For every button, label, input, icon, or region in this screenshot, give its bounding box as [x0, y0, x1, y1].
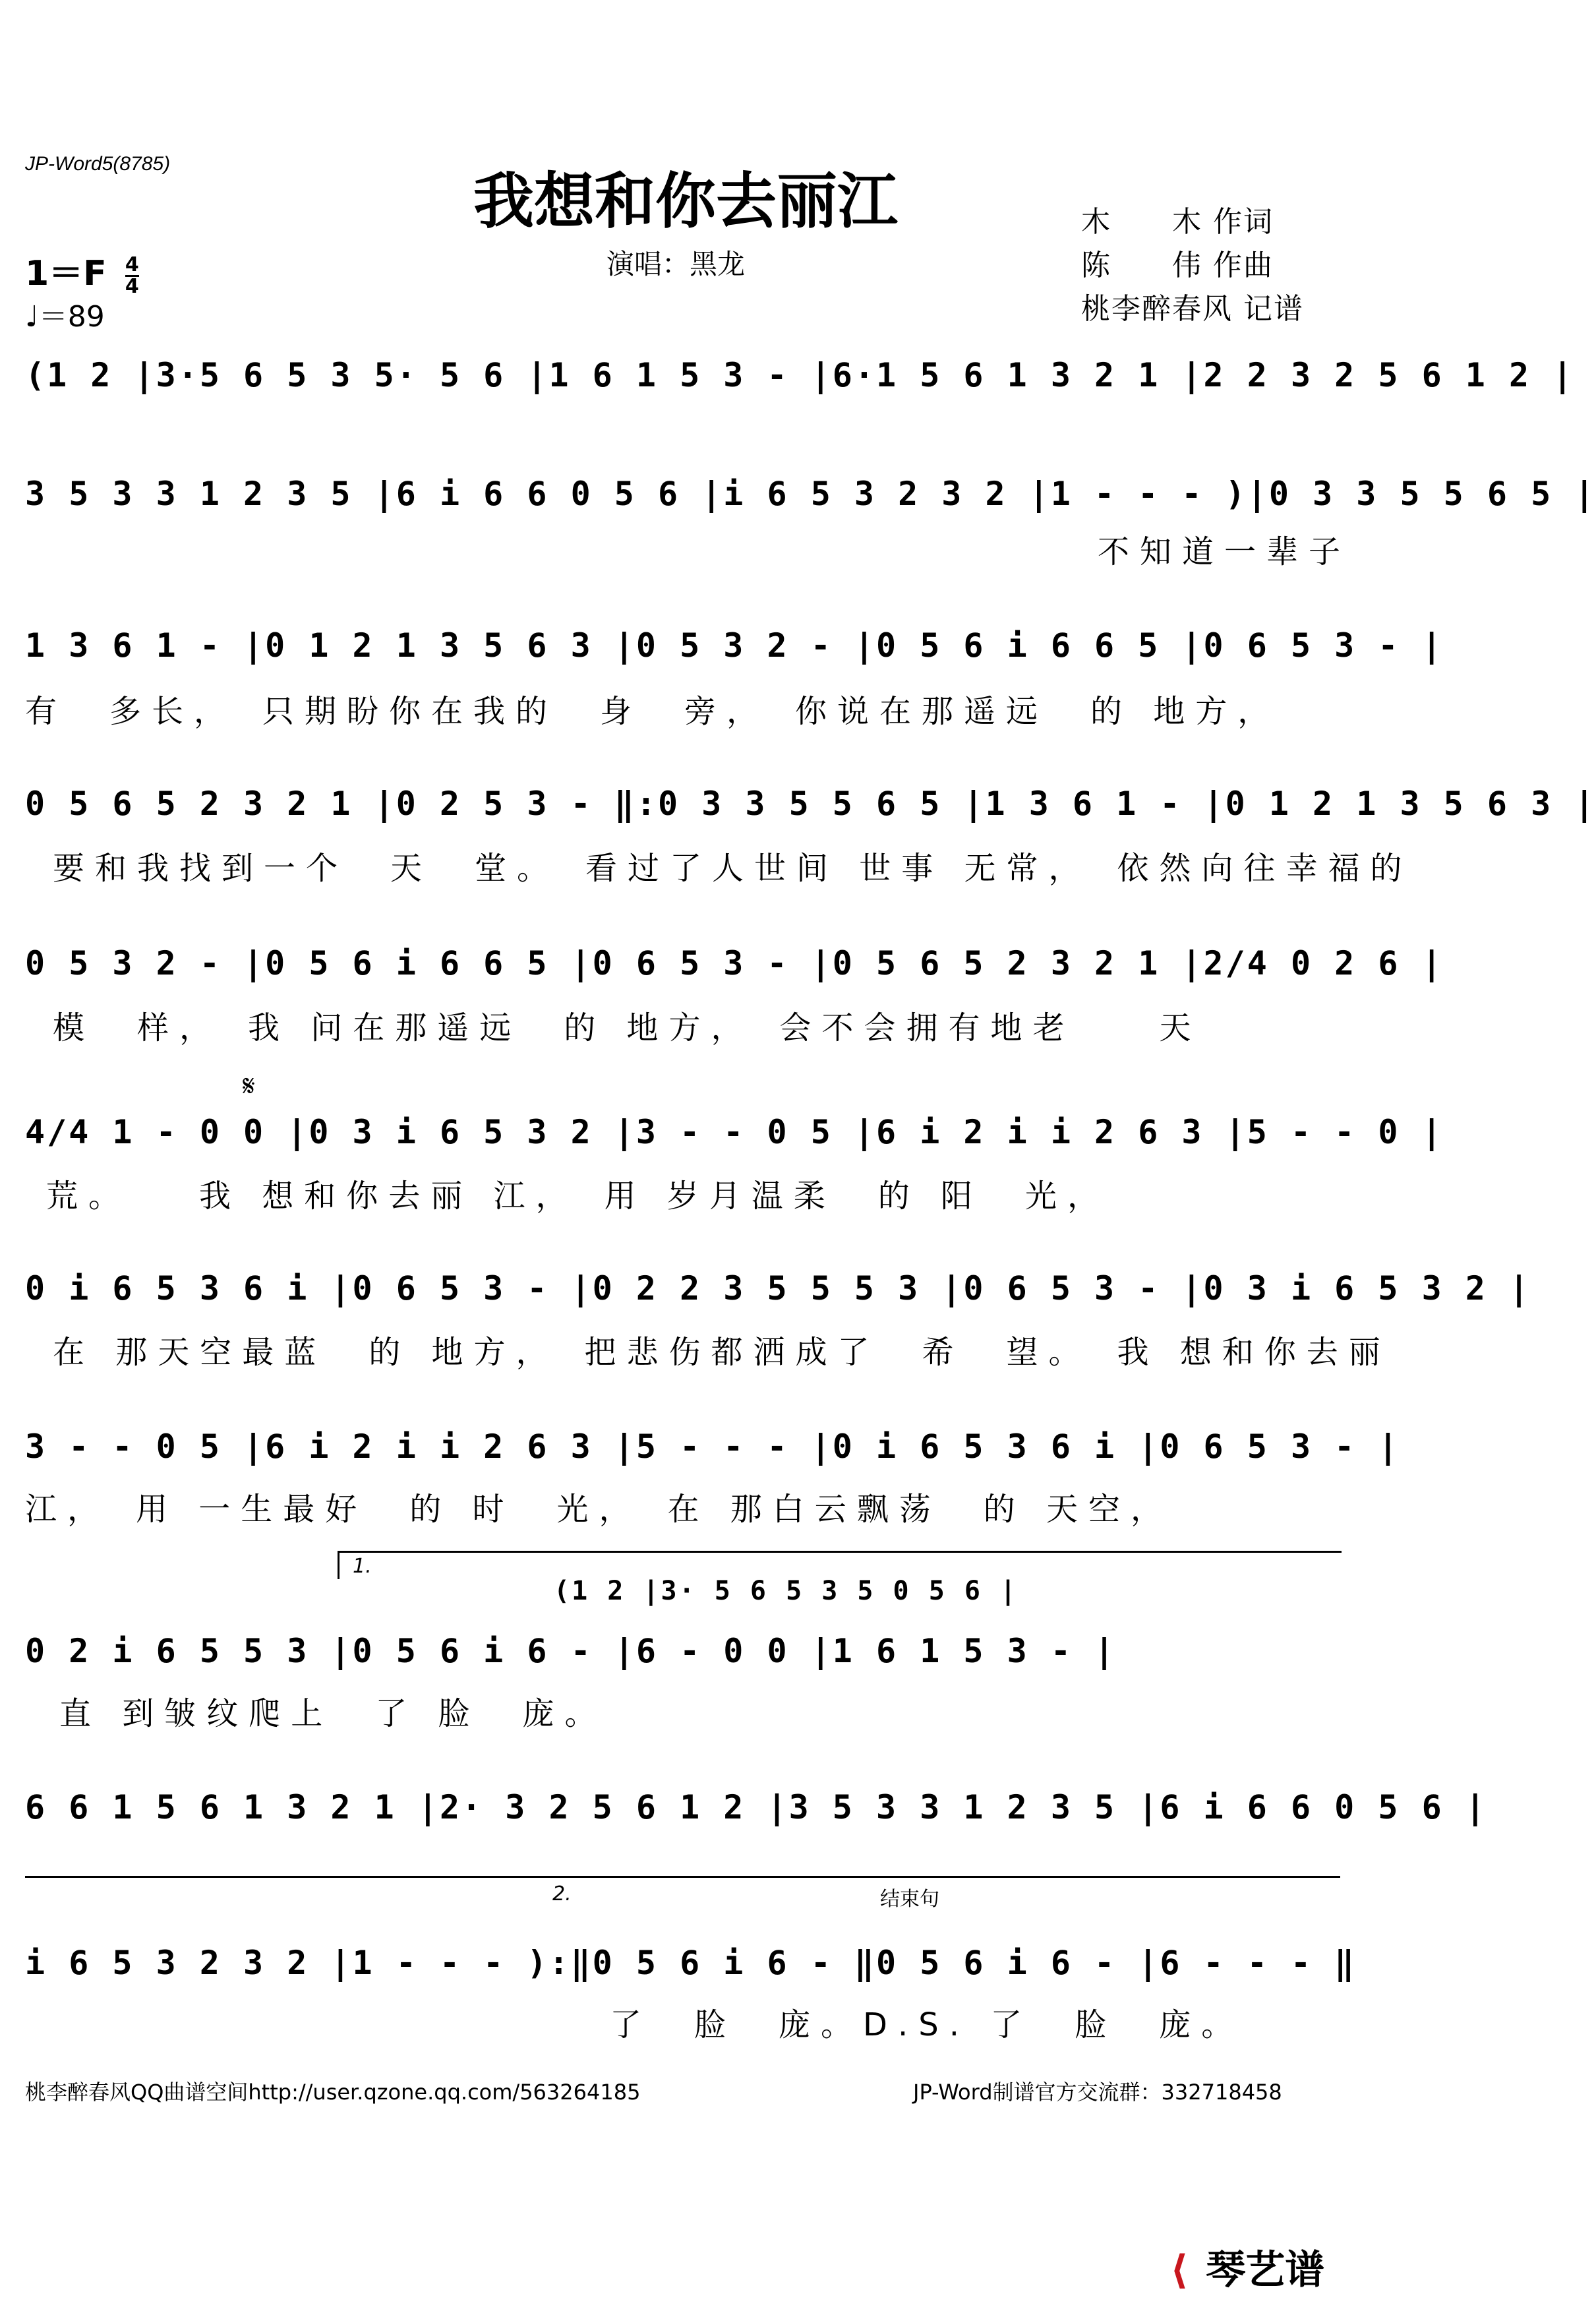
volta-1-notes: (1 2 |3· 5 6 5 3 5 0 5 6 | [554, 1576, 1019, 1606]
volta-2-label: 2. [552, 1882, 572, 1906]
score-row-2-notes: 3 5 3 3 1 2 3 5 |6 i 6 6 0 5 6 |i 6 5 3 2 3 2 |1 - - - )|0 3 3 5 5 6 5 | [25, 475, 1596, 513]
score-row-6-notes: 4/4 1 - 0 0 |0 3 i 6 5 3 2 |3 - - 0 5 |6 i 2 i i 2 6 3 |5 - - 0 | [25, 1113, 1444, 1151]
score-row-4-notes: 0 5 6 5 2 3 2 1 |0 2 5 3 - ‖:0 3 3 5 5 6 5 |1 3 6 1 - |0 1 2 1 3 5 6 3 | [25, 785, 1596, 823]
score-row-5-lyrics: 模 样， 我 问在那遥远 的 地方， 会不会拥有地老 天 [53, 1009, 1202, 1046]
score-row-7-notes: 0 i 6 5 3 6 i |0 6 5 3 - |0 2 2 3 5 5 5 3 |0 6 5 3 - |0 3 i 6 5 3 2 | [25, 1269, 1531, 1307]
volta-bracket-1 [338, 1551, 1342, 1579]
score-row-11-lyrics: 了 脸 庞。D.S. 了 脸 庞。 [610, 2006, 1244, 2043]
software-label: JP-Word5(8785) [25, 153, 171, 175]
score-row-4-lyrics: 要和我找到一个 天 堂。 看过了人世间 世事 无常， 依然向往幸福的 [53, 850, 1413, 887]
score-row-3-notes: 1 3 6 1 - |0 1 2 1 3 5 6 3 |0 5 3 2 - |0 5 6 i 6 6 5 |0 6 5 3 - | [25, 626, 1444, 665]
segno-sign: 𝄋 [243, 1069, 255, 1103]
score-row-1-notes: (1 2 |3·5 6 5 3 5· 5 6 |1 6 1 5 3 - |6·1 5 6 1 3 2 1 |2 2 3 2 5 6 1 2 | [25, 356, 1575, 394]
volta-1-label: 1. [353, 1555, 372, 1578]
footer-source-link[interactable]: 桃李醉春风QQ曲谱空间http://user.qzone.qq.com/563264185 [25, 2080, 641, 2105]
song-title: 我想和你去丽江 [473, 165, 898, 237]
final-system-line [25, 1876, 1340, 1878]
lyricist-credit: 木 木 作词 [1081, 205, 1274, 239]
key-signature [25, 245, 139, 297]
score-row-6-lyrics: 荒。 我 想和你去丽 江， 用 岁月温柔 的 阳 光， [46, 1178, 1110, 1215]
logo-text: 琴艺谱 [1206, 2247, 1325, 2293]
footer-group-info: JP-Word制谱官方交流群：332718458 [913, 2080, 1282, 2105]
time-signature [125, 255, 139, 297]
score-row-7-lyrics: 在 那天空最蓝 的 地方， 把悲伤都洒成了 希 望。 我 想和你去丽 [53, 1334, 1391, 1371]
site-logo [1170, 2238, 1324, 2295]
score-row-8-lyrics: 江， 用 一生最好 的 时 光， 在 那白云飘荡 的 天空， [25, 1491, 1173, 1528]
score-row-9-lyrics: 直 到皱纹爬上 了 脸 庞。 [59, 1695, 607, 1732]
coda-label: 结束句 [880, 1888, 939, 1911]
transcriber-credit: 桃李醉春风 记谱 [1081, 292, 1304, 326]
key-label: 1＝F [25, 254, 107, 293]
tempo-marking: ♩＝89 [25, 300, 105, 334]
composer-credit: 陈 伟 作曲 [1081, 249, 1274, 282]
score-row-2-lyrics: 不知道一辈子 [1098, 533, 1351, 570]
score-row-3-lyrics: 有 多长， 只期盼你在我的 身 旁， 你说在那遥远 的 地方， [25, 693, 1280, 730]
singer-credit: 演唱：黑龙 [606, 248, 746, 280]
score-row-5-notes: 0 5 3 2 - |0 5 6 i 6 6 5 |0 6 5 3 - |0 5 6 5 2 3 2 1 |2/4 0 2 6 | [25, 944, 1444, 982]
score-row-11-notes: i 6 5 3 2 3 2 |1 - - - ):‖0 5 6 i 6 - ‖0 5 6 i 6 - |6 - - - ‖ [25, 1944, 1357, 1982]
score-row-10-notes: 6 6 1 5 6 1 3 2 1 |2· 3 2 5 6 1 2 |3 5 3 3 1 2 3 5 |6 i 6 6 0 5 6 | [25, 1788, 1487, 1826]
score-row-8-notes: 3 - - 0 5 |6 i 2 i i 2 6 3 |5 - - - |0 i 6 5 3 6 i |0 6 5 3 - | [25, 1427, 1400, 1466]
logo-mark-icon: ⟨ [1170, 2247, 1189, 2293]
score-row-9-notes: 0 2 i 6 5 5 3 |0 5 6 i 6 - |6 - 0 0 |1 6 1 5 3 - | [25, 1632, 1117, 1670]
time-numerator: 4 [125, 253, 139, 276]
time-denominator: 4 [125, 274, 139, 298]
